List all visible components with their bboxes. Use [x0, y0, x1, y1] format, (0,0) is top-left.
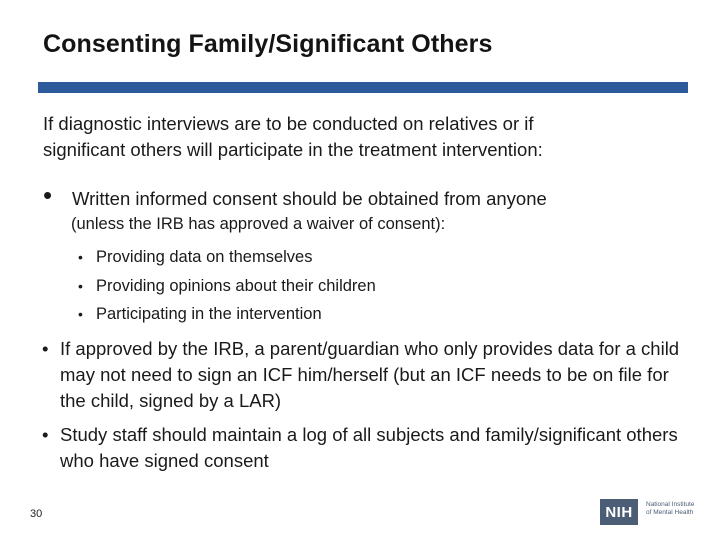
- bullet-irb-approval: [42, 336, 692, 414]
- slide-title: Consenting Family/Significant Others: [43, 30, 493, 58]
- bullet-line-2: (unless the IRB has approved a waiver of consent):: [71, 215, 446, 233]
- bullet-line-1: Written informed consent should be obtained from anyone: [72, 188, 547, 209]
- page-number: 30: [30, 508, 43, 520]
- sub-bullet-dot-icon: •: [78, 249, 83, 265]
- sub-item-text: Providing opinions about their children: [96, 276, 376, 295]
- sub-list-item: [78, 243, 376, 272]
- intro-line-2: significant others will participate in the treatment intervention:: [43, 139, 543, 160]
- consent-sub-list: [78, 243, 376, 329]
- institute-line-2: of Mental Health: [646, 508, 694, 516]
- institute-name: [646, 501, 708, 516]
- nih-logo: [600, 499, 705, 525]
- bullet-dot-icon: •: [42, 424, 49, 445]
- bullet-text: If approved by the IRB, a parent/guardian who only provides data for a child may not need to sign an ICF him/herself (but an ICF needs to be on file for the child, signed by a LAR): [60, 338, 680, 411]
- sub-item-text: Participating in the intervention: [96, 305, 322, 323]
- sub-list-item: [78, 300, 376, 329]
- bullet-dot-icon: •: [42, 338, 49, 359]
- sub-list-item: [78, 272, 376, 301]
- intro-line-1: If diagnostic interviews are to be conducted on relatives or if: [43, 113, 534, 134]
- sub-bullet-dot-icon: •: [78, 306, 83, 322]
- intro-text: [43, 111, 683, 163]
- title-underline: [38, 82, 688, 93]
- institute-line-1: National Institute: [646, 501, 695, 508]
- sub-bullet-dot-icon: •: [78, 277, 83, 294]
- bullet-dot-icon: •: [43, 180, 53, 210]
- bullet-text: Study staff should maintain a log of all subjects and family/significant others who have signed consent: [60, 424, 678, 471]
- bullet-staff-log: [42, 422, 692, 474]
- sub-item-text: Providing data on themselves: [96, 248, 313, 266]
- nih-mark: NIH: [600, 499, 638, 525]
